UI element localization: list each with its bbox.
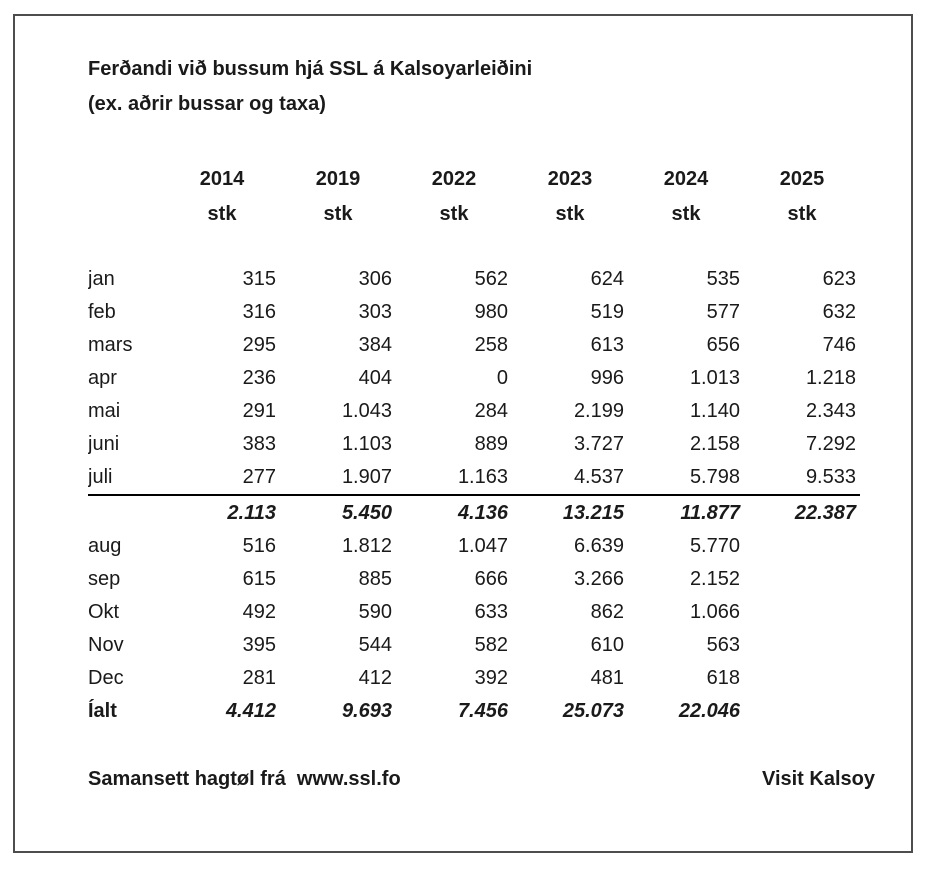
value-cell: 889 [474, 433, 508, 455]
value-cell: 22.046 [678, 700, 740, 722]
row-label: Nov [88, 634, 124, 656]
value-cell: 632 [822, 301, 856, 323]
table-row [88, 596, 860, 629]
value-cell: 3.266 [573, 568, 624, 590]
row-label: Dec [88, 667, 124, 689]
value-cell: 25.073 [562, 700, 624, 722]
table-row [88, 428, 860, 461]
value-cell: 4.412 [225, 700, 276, 722]
value-cell: 577 [706, 301, 740, 323]
value-cell: 481 [590, 667, 624, 689]
row-label: aug [88, 535, 122, 557]
value-cell: 395 [242, 634, 276, 656]
year-header: 2024 [663, 168, 709, 190]
year-header-blank [88, 162, 164, 197]
year-header: 2014 [199, 168, 245, 190]
value-cell: 1.140 [689, 400, 740, 422]
table-row-subtotal [88, 495, 860, 530]
row-label [88, 495, 164, 530]
year-header: 2019 [315, 168, 361, 190]
sheet-border [13, 14, 913, 853]
value-cell: 516 [242, 535, 276, 557]
value-cell: 590 [358, 601, 392, 623]
value-cell: 1.163 [396, 461, 512, 495]
value-cell: 1.013 [689, 367, 740, 389]
source-text: Samansett hagtøl frá www.ssl.fo [88, 768, 401, 790]
value-cell: 6.639 [573, 535, 624, 557]
table-row [88, 296, 860, 329]
row-label: apr [88, 367, 117, 389]
value-cell: 1.103 [341, 433, 392, 455]
value-cell: 13.215 [562, 501, 624, 524]
value-cell: 1.043 [341, 400, 392, 422]
unit-header-blank [88, 197, 164, 231]
unit-header: stk [671, 202, 701, 225]
table-row [88, 662, 860, 695]
value-cell: 9.693 [341, 700, 392, 722]
spacer-row [88, 231, 860, 263]
unit-header: stk [439, 202, 469, 225]
value-cell: 618 [706, 667, 740, 689]
value-cell: 862 [590, 601, 624, 623]
row-label: jan [88, 268, 115, 290]
value-cell: 295 [242, 334, 276, 356]
value-cell: 281 [242, 667, 276, 689]
table-body [88, 231, 860, 728]
row-label: feb [88, 301, 116, 323]
unit-header: stk [207, 202, 237, 225]
table-row [88, 563, 860, 596]
value-cell: 412 [358, 667, 392, 689]
table-head [88, 162, 860, 231]
value-cell: 624 [590, 268, 624, 290]
value-cell: 633 [474, 601, 508, 623]
value-cell: 2.113 [227, 501, 276, 524]
unit-header: stk [323, 202, 353, 225]
value-cell: 623 [822, 268, 856, 290]
value-cell: 563 [706, 634, 740, 656]
value-cell: 284 [474, 400, 508, 422]
value-cell: 11.877 [680, 501, 740, 524]
unit-header: stk [555, 202, 585, 225]
table-row [88, 629, 860, 662]
value-cell: 666 [474, 568, 508, 590]
sheet-content [15, 16, 911, 791]
value-cell: 3.727 [573, 433, 624, 455]
brand-text: Visit Kalsoy [761, 768, 875, 790]
value-cell: 613 [590, 334, 624, 356]
year-header: 2025 [779, 168, 825, 190]
row-label: mai [88, 400, 121, 422]
value-cell: 562 [474, 268, 508, 290]
value-cell: 291 [242, 400, 276, 422]
value-cell [744, 695, 860, 728]
value-cell: 519 [590, 301, 624, 323]
row-label: mars [88, 334, 133, 356]
value-cell [744, 662, 860, 695]
value-cell: 1.907 [280, 461, 396, 495]
value-cell: 384 [358, 334, 392, 356]
table-row [88, 461, 860, 495]
value-cell: 316 [242, 301, 276, 323]
value-cell: 315 [242, 268, 276, 290]
value-cell: 9.533 [744, 461, 860, 495]
value-cell: 5.798 [628, 461, 744, 495]
value-cell: 582 [474, 634, 508, 656]
row-label: juli [88, 461, 164, 495]
table-row [88, 329, 860, 362]
value-cell: 4.537 [512, 461, 628, 495]
table-row-total [88, 695, 860, 728]
value-cell: 7.456 [457, 700, 508, 722]
value-cell: 2.343 [805, 400, 856, 422]
value-cell [744, 596, 860, 629]
value-cell: 746 [822, 334, 856, 356]
spacer-cell [88, 231, 860, 263]
value-cell: 1.218 [805, 367, 856, 389]
value-cell: 236 [242, 367, 276, 389]
value-cell: 258 [474, 334, 508, 356]
value-cell: 2.158 [689, 433, 740, 455]
table-row [88, 263, 860, 296]
table-row [88, 395, 860, 428]
value-cell: 404 [358, 367, 392, 389]
value-cell: 22.387 [794, 501, 856, 524]
value-cell: 306 [358, 268, 392, 290]
value-cell: 1.066 [689, 601, 740, 623]
unit-header: stk [787, 202, 817, 225]
value-cell: 277 [164, 461, 280, 495]
value-cell: 303 [358, 301, 392, 323]
unit-header-row [88, 197, 860, 231]
value-cell: 610 [590, 634, 624, 656]
value-cell: 656 [706, 334, 740, 356]
value-cell: 544 [358, 634, 392, 656]
row-label: sep [88, 568, 121, 590]
value-cell: 383 [242, 433, 276, 455]
value-cell [744, 563, 860, 596]
value-cell [744, 530, 860, 563]
value-cell: 2.152 [689, 568, 740, 590]
value-cell: 0 [496, 367, 508, 389]
value-cell: 7.292 [805, 433, 856, 455]
footer [88, 768, 875, 791]
page-subtitle: (ex. aðrir bussar og taxa) [88, 93, 326, 115]
value-cell: 1.812 [341, 535, 392, 557]
year-header-row [88, 162, 860, 197]
passengers-table [88, 162, 860, 728]
row-label: Okt [88, 601, 120, 623]
value-cell: 492 [242, 601, 276, 623]
value-cell: 5.450 [341, 501, 392, 524]
value-cell: 980 [474, 301, 508, 323]
year-header: 2023 [547, 168, 593, 190]
row-label: Íalt [88, 700, 117, 722]
value-cell: 885 [358, 568, 392, 590]
value-cell: 996 [590, 367, 624, 389]
value-cell: 4.136 [457, 501, 508, 524]
row-label: juni [88, 433, 120, 455]
value-cell: 5.770 [689, 535, 740, 557]
value-cell: 392 [474, 667, 508, 689]
table-row [88, 530, 860, 563]
value-cell [744, 629, 860, 662]
year-header: 2022 [431, 168, 477, 190]
value-cell: 535 [706, 268, 740, 290]
title-block [88, 52, 875, 122]
value-cell: 2.199 [573, 400, 624, 422]
table-row [88, 362, 860, 395]
value-cell: 1.047 [457, 535, 508, 557]
page-title: Ferðandi við bussum hjá SSL á Kalsoyarleiðini [88, 58, 533, 80]
value-cell: 615 [242, 568, 276, 590]
